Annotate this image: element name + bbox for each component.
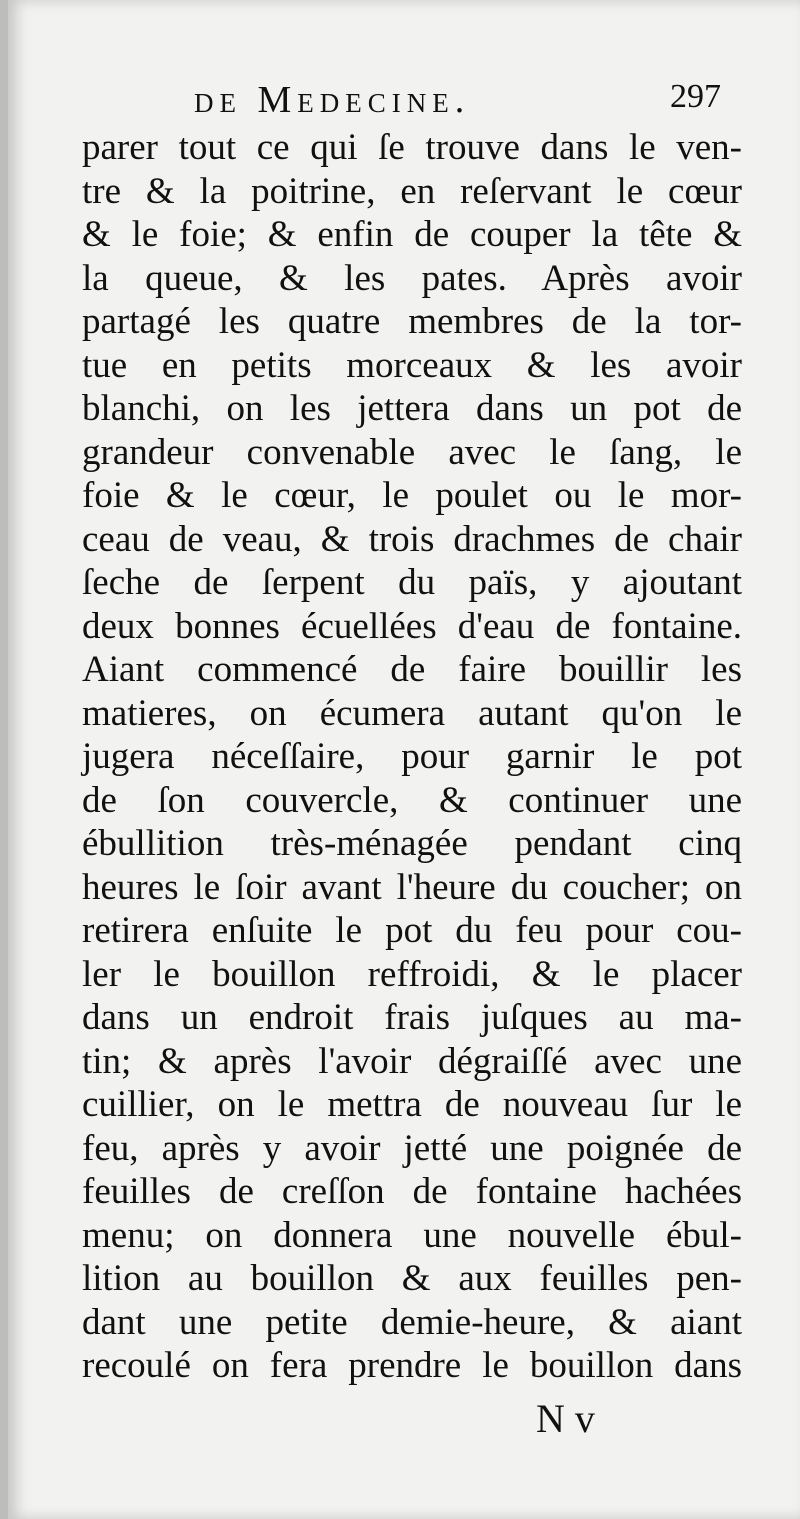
text-line: dans un endroit frais juſques au ma- [82, 997, 742, 1038]
text-line: grandeur convenable avec le ſang, le [82, 431, 742, 473]
text-line: Aiant commencé de faire bouillir les [82, 649, 742, 690]
text-line: de ſon couvercle, & continuer une [82, 779, 742, 821]
text-line: feuilles de creſſon de fontaine hachées [82, 1171, 742, 1212]
body-text [82, 126, 742, 1388]
text-line: partagé les quatre membres de la tor- [82, 301, 742, 342]
text-line: ſeche de ſerpent du païs, y ajoutant [82, 562, 742, 603]
text-line: blanchi, on les jettera dans un pot de [82, 388, 742, 429]
text-line: jugera néceſſaire, pour garnir le pot [82, 736, 742, 777]
text-line: lition au bouillon & aux feuilles pen- [82, 1258, 742, 1299]
text-line: retirera enſuite le pot du feu pour cou- [82, 910, 742, 951]
text-line: ébullition très-ménagée pendant cinq [82, 823, 742, 864]
text-line: tre & la poitrine, en reſervant le cœur [82, 170, 742, 212]
text-line: tin; & après l'avoir dégraiſſé avec une [82, 1040, 742, 1082]
text-line: tue en petits morceaux & les avoir [82, 344, 742, 386]
text-line: parer tout ce qui ſe trouve dans le ven- [82, 127, 742, 168]
book-page [8, 0, 800, 1519]
text-line: ler le bouillon reffroidi, & le placer [82, 953, 742, 995]
page-header [8, 78, 800, 128]
text-line: menu; on donnera une nouvelle ébul- [82, 1214, 742, 1256]
text-line: foie & le cœur, le poulet ou le mor- [82, 475, 742, 516]
signature-mark: N v [536, 1396, 595, 1441]
page-number: 297 [670, 78, 721, 115]
text-line: feu, après y avoir jetté une poignée de [82, 1127, 742, 1169]
text-line: la queue, & les pates. Après avoir [82, 257, 742, 299]
text-line: heures le ſoir avant l'heure du coucher; on [82, 866, 742, 908]
text-line: ceau de veau, & trois drachmes de chair [82, 518, 742, 560]
text-line: matieres, on écumera autant qu'on le [82, 692, 742, 734]
text-line: cuillier, on le mettra de nouveau ſur le [82, 1084, 742, 1125]
text-line: recoulé on fera prendre le bouillon dans [82, 1345, 742, 1386]
text-line: deux bonnes écuellées d'eau de fontaine. [82, 605, 742, 647]
text-line: dant une petite demie-heure, & aiant [82, 1301, 742, 1343]
running-title: de Medecine. [194, 79, 471, 121]
text-line: & le foie; & enfin de couper la tête & [82, 214, 742, 255]
